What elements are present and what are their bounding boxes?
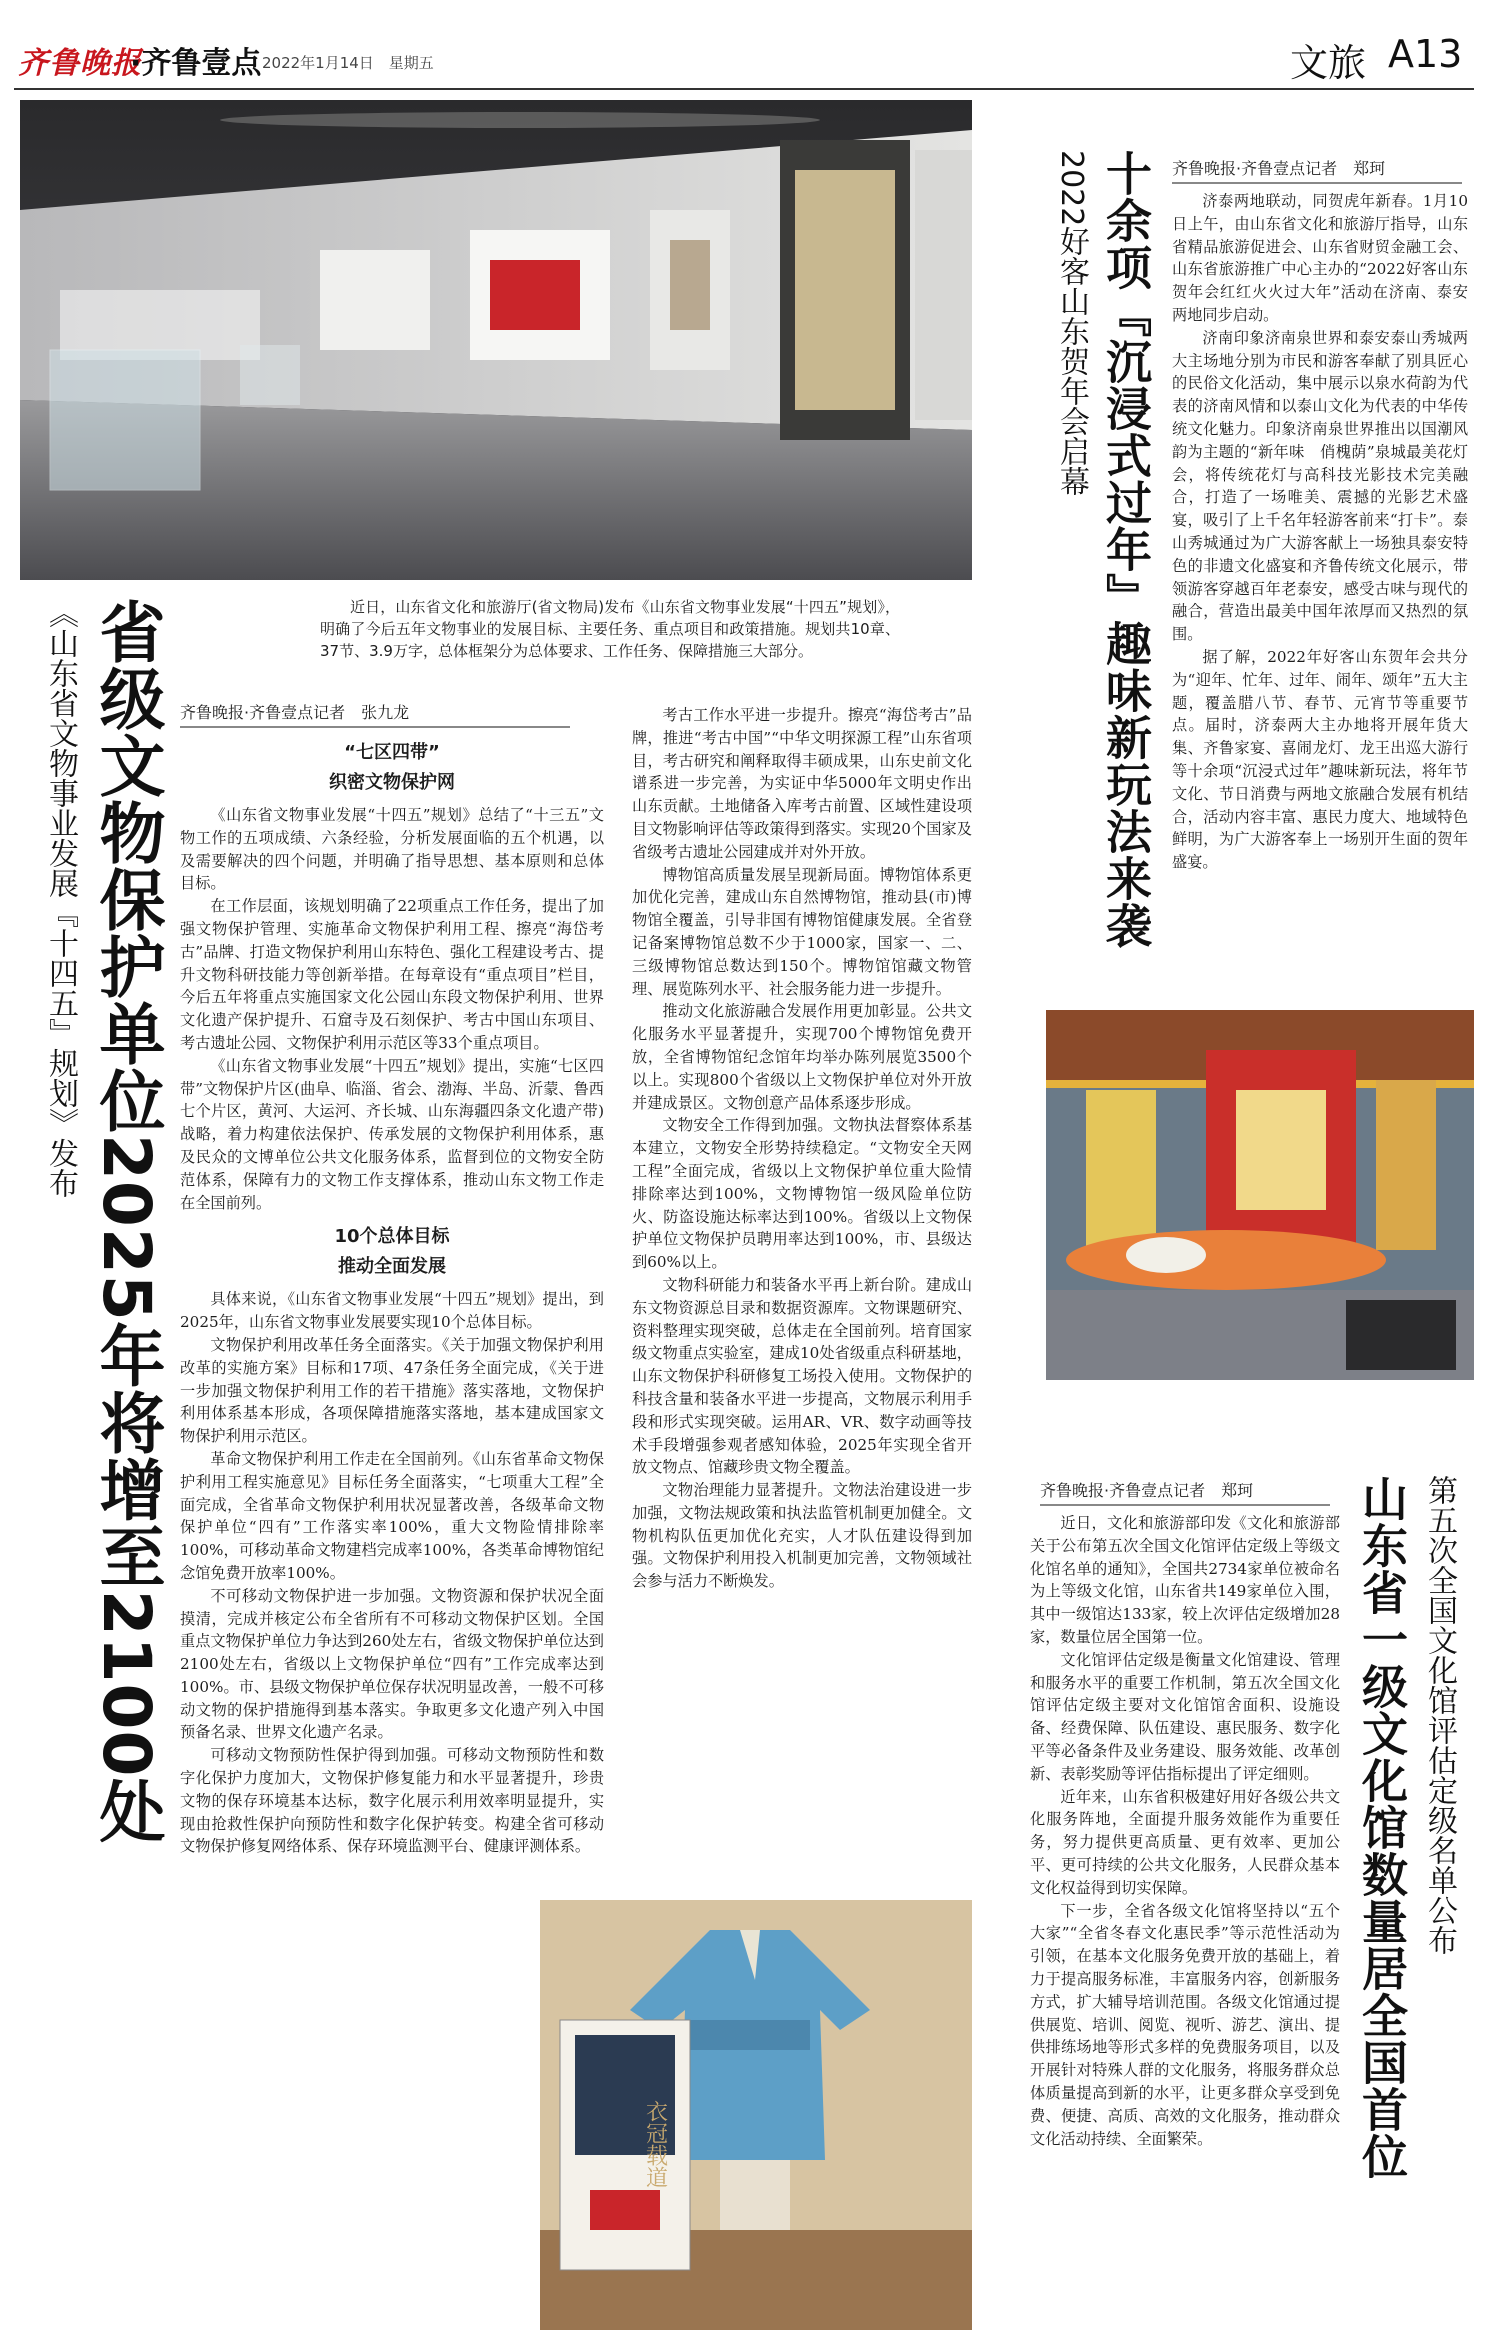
lead-byline: 齐鲁晚报·齐鲁壹点记者 张九龙 bbox=[180, 700, 570, 728]
lead-column-2 bbox=[632, 704, 972, 1884]
issue-date: 2022年1月14日 星期五 bbox=[262, 54, 434, 72]
story2-body bbox=[1172, 190, 1468, 990]
story3-subheadline: 第五次全国文化馆评估定级名单公布 bbox=[1422, 1475, 1457, 1955]
masthead-logo: 齐鲁晚报 bbox=[18, 46, 142, 81]
museum-photo bbox=[20, 100, 972, 580]
robe-photo bbox=[540, 1900, 972, 2330]
robe-photo-graphic bbox=[540, 1900, 972, 2330]
page-number: A13 bbox=[1388, 32, 1463, 76]
lead-paragraph: 考古工作水平进一步提升。擦亮“海岱考古”品牌，推进“考古中国”“中华文明探源工程”山东省项目，考古研究和阐释取得丰硕成果，山东史前文化谱系进一步完善，为实证中华5000年文明史作出山东贡献。土地储备入库考古前置、区域性建设项目文物影响评估等政策得到落实。实现20个国家及省级考古遗址公园建成并对外开放。 bbox=[632, 706, 972, 861]
header-rule bbox=[14, 88, 1474, 90]
museum-photo-graphic bbox=[20, 100, 972, 580]
story3-paragraph: 文化馆评估定级是衡量文化馆建设、管理和服务水平的重要工作机制，第五次全国文化馆评估定级主要对文化馆馆舍面积、设施设备、经费保障、队伍建设、惠民服务、数字化平等必备条件及业务建设、服务效能、改革创新、表彰奖励等评估指标提出了评定细则。 bbox=[1030, 1650, 1340, 1783]
section-name: 文旅 bbox=[1290, 41, 1367, 85]
masthead-sub-logo: ·齐鲁壹点 bbox=[130, 46, 262, 81]
subhead-2b: 推动全面发展 bbox=[338, 1256, 446, 1278]
photo-caption: 近日，山东省文化和旅游厅(省文物局)发布《山东省文物事业发展“十四五”规划》，明确了今后五年文物事业的发展目标、主要任务、重点项目和政策措施。规划共10章、37节、3.9万字，总体框架分为总体要求、工作任务、保障措施三大部分。 bbox=[320, 598, 900, 660]
lantern-photo-graphic bbox=[1046, 1010, 1474, 1380]
lead-paragraph: 博物馆高质量发展呈现新局面。博物馆体系更加优化完善，建成山东自然博物馆，推动县(市)博物馆全覆盖，引导非国有博物馆健康发展。全省登记备案博物馆总数不少于1000家，国家一、二、三级博物馆总数达到150个。博物馆馆藏文物管理、展览陈列水平、社会服务能力进一步提升。 bbox=[632, 865, 972, 998]
lead-headline: 省级文物保护单位2025年将增至2100处 bbox=[88, 598, 165, 1845]
story2-paragraph: 据了解，2022年好客山东贺年会共分为“迎年、忙年、过年、闹年、颂年”五大主题，覆盖腊八节、春节、元宵节等重要节点。届时，济泰两大主办地将开展年货大集、齐鲁家宴、喜闹龙灯、龙王出巡大游行等十余项“沉浸式过年”趣味新玩法，将年节文化、节日消费与两地文旅融合发展有机结合，活动内容丰富、惠民力度大、地域特色鲜明，为广大游客奉上一场别开生面的贺年盛宴。 bbox=[1172, 647, 1468, 872]
lead-paragraph: 文物保护利用改革任务全面落实。《关于加强文物保护利用改革的实施方案》目标和17项、47条任务全面完成，《关于进一步加强文物保护利用工作的若干措施》落实落地，文物保护利用体系基本形成，各项保障措施落实落地，基本建成国家文物保护利用示范区。 bbox=[180, 1335, 604, 1446]
lead-paragraph: 《山东省文物事业发展“十四五”规划》总结了“十三五”文物工作的五项成绩、六条经验，分析发展面临的五个机遇，以及需要解决的四个问题，并明确了指导思想、基本原则和总体目标。 bbox=[180, 806, 604, 893]
story2-paragraph: 济南印象济南泉世界和泰安泰山秀城两大主场地分别为市民和游客奉献了别具匠心的民俗文化活动，集中展示以泉水荷韵为代表的济南风情和以泰山文化为代表的中华传统文化魅力。印象济南泉世界推出以国潮风韵为主题的“新年味 俏槐荫”泉城最美花灯会，将传统花灯与高科技光影技术完美融合，打造了一场唯美、震撼的光影艺术盛宴，吸引了上千名年轻游客前来“打卡”。泰山秀城通过为广大游客献上一场独具泰安特色的非遗文化盛宴和齐鲁传统文化展示，带领游客穿越百年老泰安，感受古味与现代的融合，营造出最美中国年浓厚而又热烈的氛围。 bbox=[1172, 328, 1468, 644]
lead-paragraph: 具体来说，《山东省文物事业发展“十四五”规划》提出，到2025年，山东省文物事业发展要实现10个总体目标。 bbox=[180, 1290, 604, 1332]
lantern-photo bbox=[1046, 1010, 1474, 1380]
story2-paragraph: 济泰两地联动，同贺虎年新春。1月10日上午，由山东省文化和旅游厅指导，山东省精品旅游促进会、山东省财贸金融工会、山东省旅游推广中心主办的“2022好客山东贺年会红红火火过大年”活动在济南、泰安两地同步启动。 bbox=[1172, 192, 1468, 324]
story3-byline: 齐鲁晚报·齐鲁壹点记者 郑珂 bbox=[1040, 1478, 1330, 1506]
story2-headline: 十余项『沉浸式过年』趣味新玩法来袭 bbox=[1099, 150, 1153, 949]
lead-paragraph: 可移动文物预防性保护得到加强。可移动文物预防性和数字化保护力度加大，文物保护修复能力和水平显著提升，珍贵文物的保存环境基本达标，数字化展示利用效率明显提升，实现由抢救性保护向预防性和数字化保护转变。构建全省可移动文物保护修复网络体系、保存环境监测平台、健康评测体系。 bbox=[180, 1746, 604, 1856]
subhead-1a: “七区四带” bbox=[344, 742, 440, 763]
box-label: 衣冠载道 bbox=[642, 2100, 668, 2188]
story3-paragraph: 下一步，全省各级文化馆将坚持以“五个大家”“全省冬春文化惠民季”等示范性活动为引领，在基本文化服务免费开放的基础上，着力于提高服务标准，丰富服务内容，创新服务方式，扩大辅导培训范围。各级文化馆通过提供展览、培训、阅览、视听、游艺、演出、提供排练场地等形式多样的免费服务项目，以及开展针对特殊人群的文化服务，将服务群众总体质量提高到新的水平，让更多群众享受到免费、便捷、高质、高效的文化服务，推动群众文化活动持续、全面繁荣。 bbox=[1030, 1901, 1340, 2148]
lead-paragraph: 革命文物保护利用工作走在全国前列。《山东省革命文物保护利用工程实施意见》目标任务全面落实，“七项重大工程”全面完成，全省革命文物保护利用状况显著改善，各级革命文物保护单位“四有”工作落实率100%，重大文物险情排除率100%，可移动革命文物建档完成率100%，各类革命博物馆纪念馆免费开放率100%。 bbox=[180, 1449, 604, 1582]
lead-paragraph: 推动文化旅游融合发展作用更加彰显。公共文化服务水平显著提升，实现700个博物馆免费开放，全省博物馆纪念馆年均举办陈列展览3500个以上。实现800个省级以上文物保护单位对外开放并建成景区。文物创意产品体系逐步形成。 bbox=[632, 1002, 972, 1112]
lead-paragraph: 文物安全工作得到加强。文物执法督察体系基本建立，文物安全形势持续稳定。“文物安全天网工程”全面完成，省级以上文物保护单位重大险情排除率达到100%，文物博物馆一级风险单位防火、防盗设施达标率达到100%。省级以上文物保护单位文物保护员聘用率达到100%，市、县级达到60%以上。 bbox=[632, 1116, 972, 1272]
lead-paragraph: 不可移动文物保护进一步加强。文物资源和保护状况全面摸清，完成并核定公布全省所有不可移动文物保护区划。全国重点文物保护单位力争达到260处左右，省级文物保护单位达到2100处左右，省级以上文物保护单位“四有”工作完成率达到100%。市、县级文物保护单位保存状况明显改善，一般不可移动文物的保护措施得到基本落实。争取更多文化遗产列入中国预备名录、世界文化遗产名录。 bbox=[180, 1586, 604, 1742]
story3-paragraph: 近年来，山东省积极建好用好各级公共文化服务阵地，全面提升服务效能作为重要任务，努力提供更高质量、更有效率、更加公平、更可持续的公共文化服务，人民群众基本文化权益得到切实保障。 bbox=[1030, 1787, 1340, 1897]
subhead-1b: 织密文物保护网 bbox=[329, 772, 455, 793]
lead-subheadline: 《山东省文物事业发展『十四五』规划》发布 bbox=[43, 598, 78, 1198]
story2-byline: 齐鲁晚报·齐鲁壹点记者 郑珂 bbox=[1172, 156, 1462, 184]
subhead-2a: 10个总体目标 bbox=[334, 1226, 450, 1248]
lead-paragraph: 文物科研能力和装备水平再上新台阶。建成山东文物资源总目录和数据资源库。文物课题研究、资料整理实现突破，总体走在全国前列。培育国家级文物重点实验室，建成10处省级重点科研基地，山东文物保护科研修复工场投入使用。文物保护的科技含量和装备水平进一步提高，文物展示利用手段和形式实现突破。运用AR、VR、数字动画等技术手段增强参观者感知体验，2025年实现全省开放文物点、馆藏珍贵文物全覆盖。 bbox=[632, 1275, 972, 1477]
story3-headline: 山东省一级文化馆数量居全国首位 bbox=[1355, 1475, 1409, 2180]
lead-paragraph: 《山东省文物事业发展“十四五”规划》提出，实施“七区四带”文物保护片区(曲阜、临淄、省会、渤海、半岛、沂蒙、鲁西七个片区，黄河、大运河、齐长城、山东海疆四条文化遗产带)战略，着力构建依法保护、传承发展的文物保护利用体系，惠及民众的文博单位公共文化服务体系，监督到位的文物安全防范体系，保障有力的文物工作支撑体系，推动山东文物工作走在全国前列。 bbox=[180, 1056, 604, 1212]
story2-subheadline: 2022好客山东贺年会启幕 bbox=[1054, 150, 1089, 497]
story3-paragraph: 近日，文化和旅游部印发《文化和旅游部关于公布第五次全国文化馆评估定级上等级文化馆名单的通知》，全国共2734家单位被命名为上等级文化馆，山东省共149家单位入围，其中一级馆达133家，较上次评估定级增加28家，数量位居全国第一位。 bbox=[1030, 1514, 1340, 1646]
lead-paragraph: 在工作层面，该规划明确了22项重点工作任务，提出了加强文物保护管理、实施革命文物保护利用工程、擦亮“海岱考古”品牌、打造文物保护利用山东特色、强化工程建设考古、提升文物科研技能力等创新举措。在每章设有“重点项目”栏目，今后五年将重点实施国家文化公园山东段文物保护利用、世界文化遗产保护提升、石窟寺及石刻保护、考古中国山东项目、考古遗址公园、文物保护利用示范区等33个重点项目。 bbox=[180, 897, 604, 1052]
story3-body bbox=[1030, 1512, 1340, 2330]
lead-paragraph: 文物治理能力显著提升。文物法治建设进一步加强，文物法规政策和执法监管机制更加健全。文物机构队伍更加优化充实，人才队伍建设得到加强。文物保护利用投入机制更加完善，文物领域社会参与活力不断焕发。 bbox=[632, 1481, 972, 1591]
